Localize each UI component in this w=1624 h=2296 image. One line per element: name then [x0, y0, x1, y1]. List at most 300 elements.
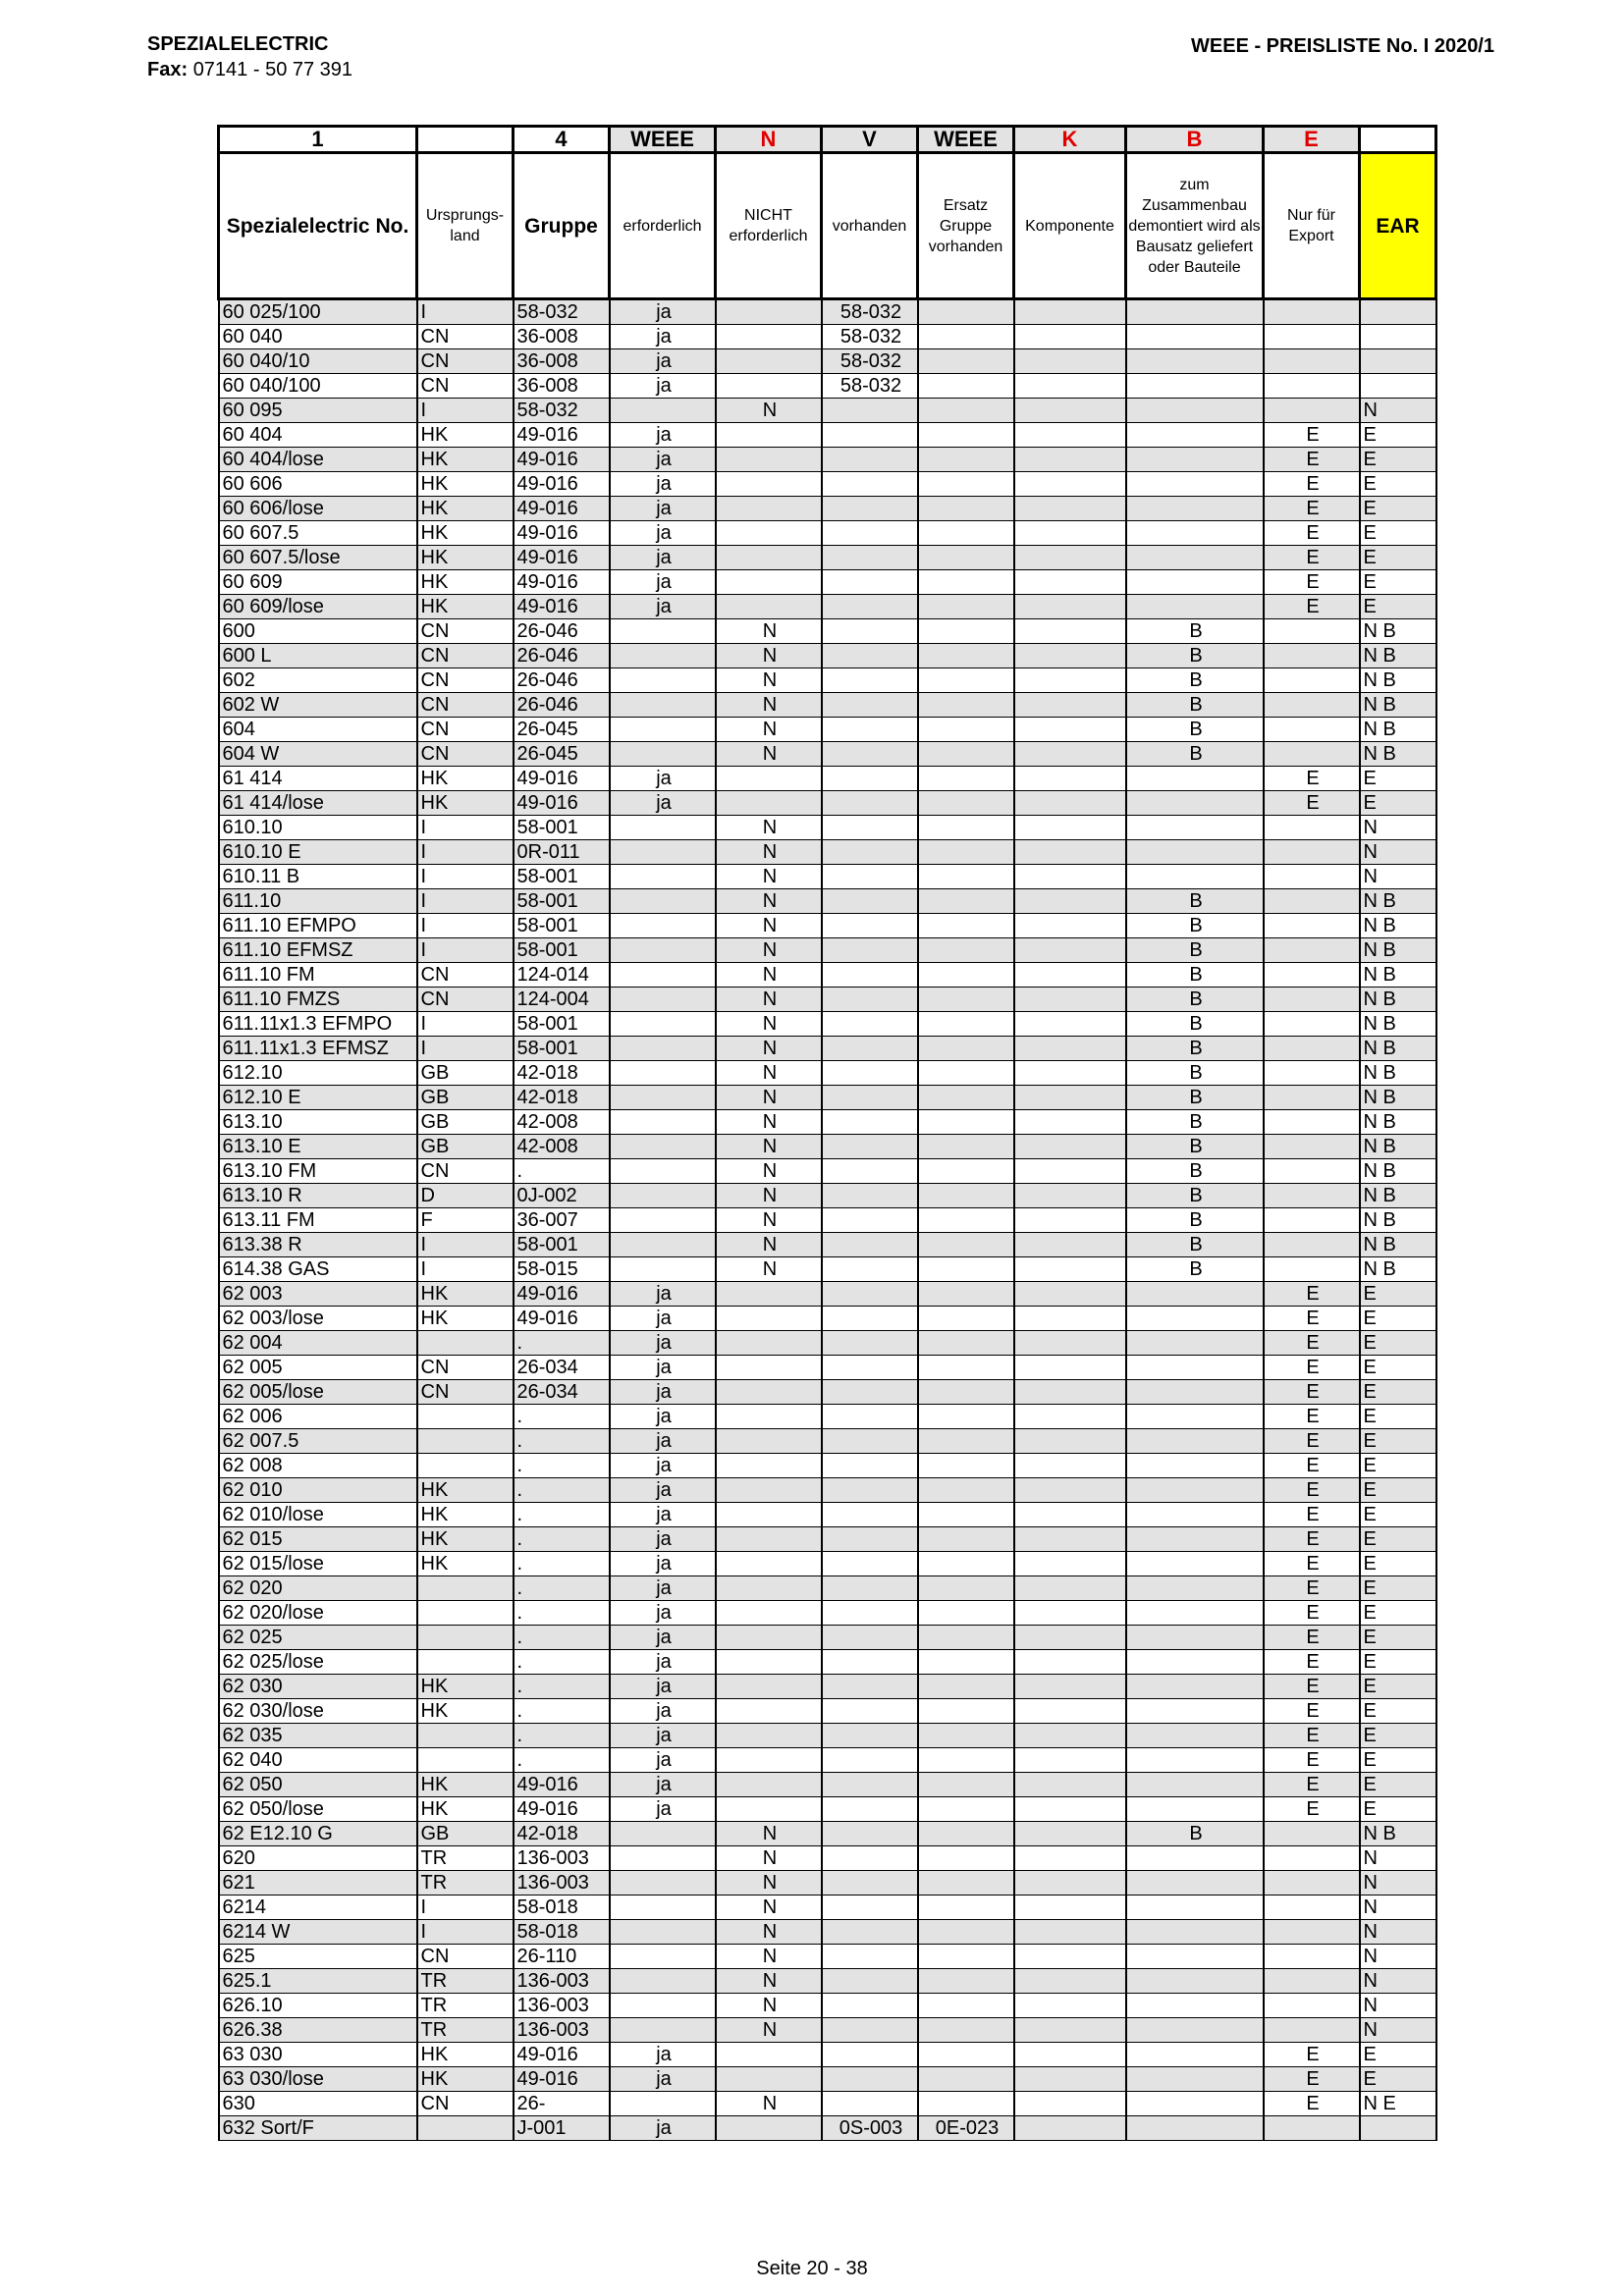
table-cell: N B — [1360, 644, 1436, 668]
table-cell — [822, 914, 918, 938]
table-cell: 26-110 — [514, 1945, 610, 1969]
table-cell: N — [1360, 1994, 1436, 2018]
table-cell: E — [1264, 1527, 1360, 1552]
table-cell: CN — [417, 1945, 514, 1969]
table-cell — [1126, 521, 1264, 546]
table-cell: 611.10 FMZS — [219, 988, 417, 1012]
table-cell: 58-001 — [514, 1233, 610, 1257]
table-cell: . — [514, 1429, 610, 1454]
table-cell: 26-046 — [514, 693, 610, 718]
table-cell — [1126, 1994, 1264, 2018]
table-row — [219, 889, 1436, 914]
table-cell — [1264, 1233, 1360, 1257]
table-cell: 625 — [219, 1945, 417, 1969]
table-cell — [822, 742, 918, 767]
table-cell: ja — [610, 349, 716, 374]
table-cell: I — [417, 816, 514, 840]
table-cell: N B — [1360, 1135, 1436, 1159]
table-cell: E — [1360, 1675, 1436, 1699]
table-cell — [1264, 963, 1360, 988]
table-cell — [822, 1699, 918, 1724]
table-cell — [1126, 1405, 1264, 1429]
table-cell: 58-032 — [822, 374, 918, 399]
table-cell: 49-016 — [514, 570, 610, 595]
table-cell: CN — [417, 619, 514, 644]
table-cell — [822, 1626, 918, 1650]
table-row — [219, 497, 1436, 521]
fax-line — [147, 57, 352, 82]
table-cell — [1126, 1282, 1264, 1307]
table-cell: E — [1264, 1282, 1360, 1307]
table-cell — [1126, 1675, 1264, 1699]
table-cell: ja — [610, 1552, 716, 1576]
table-cell: N — [716, 1822, 822, 1846]
table-cell — [822, 1208, 918, 1233]
table-cell: E — [1360, 521, 1436, 546]
table-cell — [918, 1257, 1014, 1282]
table-cell: E — [1264, 1380, 1360, 1405]
table-cell: E — [1360, 423, 1436, 448]
table-cell: 60 606/lose — [219, 497, 417, 521]
table-cell — [822, 1675, 918, 1699]
table-cell — [1126, 1920, 1264, 1945]
table-cell: N — [1360, 399, 1436, 423]
table-cell: HK — [417, 1675, 514, 1699]
table-cell: HK — [417, 570, 514, 595]
table-cell — [1014, 1920, 1126, 1945]
table-cell: CN — [417, 1356, 514, 1380]
table-cell — [1126, 1773, 1264, 1797]
table-cell — [918, 1650, 1014, 1675]
table-cell — [1014, 546, 1126, 570]
table-cell: E — [1264, 1773, 1360, 1797]
table-cell — [1014, 2067, 1126, 2092]
table-cell: 124-004 — [514, 988, 610, 1012]
table-cell — [822, 1797, 918, 1822]
table-cell: 62 003 — [219, 1282, 417, 1307]
table-cell: 26- — [514, 2092, 610, 2116]
table-row — [219, 399, 1436, 423]
table-cell: ja — [610, 1601, 716, 1626]
table-cell: 26-046 — [514, 644, 610, 668]
table-row — [219, 1331, 1436, 1356]
table-cell: N B — [1360, 1037, 1436, 1061]
table-cell: E — [1360, 472, 1436, 497]
table-cell: E — [1360, 1748, 1436, 1773]
table-cell — [1014, 2018, 1126, 2043]
table-cell — [918, 1576, 1014, 1601]
table-cell — [822, 1969, 918, 1994]
table-cell — [610, 1012, 716, 1037]
table-cell — [716, 1380, 822, 1405]
table-cell: HK — [417, 546, 514, 570]
table-cell: 613.38 R — [219, 1233, 417, 1257]
table-cell: N B — [1360, 693, 1436, 718]
table-cell: 62 004 — [219, 1331, 417, 1356]
table-cell — [822, 399, 918, 423]
table-cell — [610, 1920, 716, 1945]
table-cell: 612.10 — [219, 1061, 417, 1086]
table-cell — [1014, 644, 1126, 668]
table-cell — [610, 1037, 716, 1061]
table-row — [219, 1233, 1436, 1257]
table-cell: CN — [417, 2092, 514, 2116]
table-cell — [918, 374, 1014, 399]
table-cell — [1264, 889, 1360, 914]
table-cell — [918, 595, 1014, 619]
table-cell: . — [514, 1159, 610, 1184]
table-cell — [1014, 1061, 1126, 1086]
table-cell: E — [1264, 1552, 1360, 1576]
table-cell — [1014, 1380, 1126, 1405]
table-cell: 611.10 FM — [219, 963, 417, 988]
table-row — [219, 349, 1436, 374]
table-cell: 49-016 — [514, 497, 610, 521]
table-cell — [417, 1626, 514, 1650]
table-cell: E — [1264, 1429, 1360, 1454]
table-cell — [716, 791, 822, 816]
table-cell — [610, 840, 716, 865]
table-cell: N — [716, 718, 822, 742]
table-cell — [610, 1086, 716, 1110]
table-cell — [918, 1748, 1014, 1773]
table-cell — [1014, 1748, 1126, 1773]
table-cell — [716, 1650, 822, 1675]
table-cell — [822, 1012, 918, 1037]
table-cell — [417, 1601, 514, 1626]
table-cell — [822, 1945, 918, 1969]
table-cell — [610, 963, 716, 988]
table-row — [219, 619, 1436, 644]
table-cell: E — [1264, 1650, 1360, 1675]
table-cell: 60 095 — [219, 399, 417, 423]
table-cell: N B — [1360, 1822, 1436, 1846]
table-cell — [1264, 299, 1360, 325]
table-cell — [1264, 1061, 1360, 1086]
table-cell — [822, 2018, 918, 2043]
col-header-not-required: NICHT erforderlich — [716, 153, 822, 299]
table-cell — [1014, 988, 1126, 1012]
col-header-origin: Ursprungs-land — [417, 153, 514, 299]
table-cell — [1014, 767, 1126, 791]
table-cell — [716, 1724, 822, 1748]
table-cell — [1014, 1257, 1126, 1282]
table-cell — [822, 521, 918, 546]
table-cell: ja — [610, 1699, 716, 1724]
table-cell: N — [1360, 865, 1436, 889]
code-col-3: 4 — [514, 127, 610, 153]
table-cell: I — [417, 299, 514, 325]
table-cell: 604 W — [219, 742, 417, 767]
company-name: SPEZIALELECTRIC — [147, 33, 329, 55]
table-cell: 62 020 — [219, 1576, 417, 1601]
table-cell: N — [716, 938, 822, 963]
table-cell: 58-018 — [514, 1920, 610, 1945]
table-cell — [1014, 1650, 1126, 1675]
table-cell — [918, 1675, 1014, 1699]
table-cell — [1264, 644, 1360, 668]
table-cell: N B — [1360, 1086, 1436, 1110]
table-cell — [822, 1233, 918, 1257]
table-cell — [1126, 1429, 1264, 1454]
table-cell: 0R-011 — [514, 840, 610, 865]
table-cell: 60 404/lose — [219, 448, 417, 472]
table-cell: ja — [610, 2067, 716, 2092]
table-cell: N — [1360, 2018, 1436, 2043]
table-cell: E — [1360, 1331, 1436, 1356]
table-cell: 62 020/lose — [219, 1601, 417, 1626]
table-cell — [716, 349, 822, 374]
table-cell — [822, 1871, 918, 1896]
table-cell — [918, 914, 1014, 938]
table-row — [219, 1945, 1436, 1969]
table-row — [219, 1748, 1436, 1773]
table-cell — [1264, 816, 1360, 840]
table-cell: HK — [417, 497, 514, 521]
table-row — [219, 840, 1436, 865]
table-cell — [822, 1257, 918, 1282]
table-cell: B — [1126, 1012, 1264, 1037]
table-cell — [918, 668, 1014, 693]
table-cell — [1014, 1675, 1126, 1699]
table-cell — [1126, 1454, 1264, 1478]
table-cell: 611.11x1.3 EFMSZ — [219, 1037, 417, 1061]
table-cell — [1126, 595, 1264, 619]
table-cell: N — [1360, 1920, 1436, 1945]
table-cell — [417, 1429, 514, 1454]
table-cell — [1126, 1307, 1264, 1331]
table-cell: HK — [417, 595, 514, 619]
table-cell — [918, 1429, 1014, 1454]
table-cell: 136-003 — [514, 1871, 610, 1896]
table-cell — [918, 325, 1014, 349]
table-cell — [918, 1601, 1014, 1626]
table-cell — [1126, 349, 1264, 374]
table-cell: 62 035 — [219, 1724, 417, 1748]
table-cell: N — [716, 1110, 822, 1135]
table-cell — [1014, 914, 1126, 938]
table-cell — [1014, 448, 1126, 472]
table-row — [219, 374, 1436, 399]
table-cell — [918, 1307, 1014, 1331]
table-cell — [610, 889, 716, 914]
table-cell — [918, 1552, 1014, 1576]
table-cell — [1126, 840, 1264, 865]
table-cell: ja — [610, 497, 716, 521]
table-cell — [822, 1527, 918, 1552]
table-cell: N — [716, 1037, 822, 1061]
table-cell — [1126, 472, 1264, 497]
table-cell — [610, 1846, 716, 1871]
table-cell: . — [514, 1748, 610, 1773]
table-cell: 613.10 R — [219, 1184, 417, 1208]
table-cell: I — [417, 1896, 514, 1920]
table-cell: GB — [417, 1086, 514, 1110]
table-row — [219, 1527, 1436, 1552]
table-cell — [1264, 399, 1360, 423]
table-row — [219, 1429, 1436, 1454]
table-cell — [716, 325, 822, 349]
table-cell: I — [417, 938, 514, 963]
table-cell: B — [1126, 1086, 1264, 1110]
table-row — [219, 938, 1436, 963]
table-cell — [918, 2092, 1014, 2116]
table-row — [219, 988, 1436, 1012]
table-cell: E — [1360, 1576, 1436, 1601]
table-cell — [822, 1896, 918, 1920]
table-cell — [1014, 840, 1126, 865]
fax-label: Fax: — [147, 59, 189, 80]
table-cell — [417, 1454, 514, 1478]
table-cell — [1264, 1969, 1360, 1994]
table-cell — [610, 644, 716, 668]
table-cell — [1126, 1503, 1264, 1527]
table-cell: . — [514, 1650, 610, 1675]
table-cell — [1014, 1282, 1126, 1307]
table-cell — [918, 2043, 1014, 2067]
table-cell: HK — [417, 1478, 514, 1503]
table-cell — [822, 644, 918, 668]
table-cell — [1126, 299, 1264, 325]
table-cell — [1126, 1871, 1264, 1896]
table-cell: 611.10 EFMPO — [219, 914, 417, 938]
table-cell: N — [716, 1086, 822, 1110]
table-cell — [610, 1110, 716, 1135]
table-cell — [1014, 1601, 1126, 1626]
table-cell — [822, 1724, 918, 1748]
table-cell: ja — [610, 374, 716, 399]
table-cell — [716, 570, 822, 595]
code-col-4: WEEE — [610, 127, 716, 153]
table-cell: GB — [417, 1110, 514, 1135]
table-cell: 62 030/lose — [219, 1699, 417, 1724]
table-cell: 49-016 — [514, 1282, 610, 1307]
table-cell: 620 — [219, 1846, 417, 1871]
table-cell — [822, 1503, 918, 1527]
table-row — [219, 448, 1436, 472]
table-cell — [1126, 1650, 1264, 1675]
table-cell: ja — [610, 1429, 716, 1454]
table-cell: 58-032 — [514, 299, 610, 325]
table-cell: HK — [417, 2067, 514, 2092]
table-cell — [1126, 546, 1264, 570]
table-cell — [918, 399, 1014, 423]
table-cell — [1264, 742, 1360, 767]
table-cell: N — [716, 1920, 822, 1945]
table-cell: N B — [1360, 619, 1436, 644]
table-cell: J-001 — [514, 2116, 610, 2141]
table-cell: 0E-023 — [918, 2116, 1014, 2141]
table-row — [219, 1061, 1436, 1086]
table-cell: I — [417, 865, 514, 889]
table-cell: N — [716, 865, 822, 889]
table-cell: ja — [610, 2043, 716, 2067]
table-cell: N B — [1360, 742, 1436, 767]
table-cell: 610.10 — [219, 816, 417, 840]
table-row — [219, 1282, 1436, 1307]
table-cell: . — [514, 1626, 610, 1650]
table-cell: B — [1126, 1233, 1264, 1257]
table-cell — [716, 448, 822, 472]
table-cell — [1264, 1822, 1360, 1846]
table-cell — [1126, 1380, 1264, 1405]
table-row — [219, 1356, 1436, 1380]
table-cell: N B — [1360, 914, 1436, 938]
table-cell: ja — [610, 767, 716, 791]
table-row — [219, 1576, 1436, 1601]
table-cell: 613.10 FM — [219, 1159, 417, 1184]
table-cell: 58-001 — [514, 938, 610, 963]
table-cell — [1014, 1037, 1126, 1061]
table-cell — [1014, 816, 1126, 840]
table-cell — [610, 1061, 716, 1086]
table-cell — [822, 1184, 918, 1208]
table-cell: ja — [610, 423, 716, 448]
table-cell — [822, 963, 918, 988]
table-cell — [610, 2092, 716, 2116]
table-cell — [1014, 1307, 1126, 1331]
table-row — [219, 914, 1436, 938]
table-cell: N B — [1360, 1233, 1436, 1257]
table-cell — [610, 619, 716, 644]
table-cell: 62 050 — [219, 1773, 417, 1797]
table-cell: 630 — [219, 2092, 417, 2116]
table-cell — [1014, 299, 1126, 325]
table-cell — [1264, 1208, 1360, 1233]
table-cell — [1126, 1699, 1264, 1724]
table-cell: 62 025/lose — [219, 1650, 417, 1675]
table-cell — [822, 2067, 918, 2092]
table-cell: E — [1360, 595, 1436, 619]
table-cell: 62 005 — [219, 1356, 417, 1380]
table-cell: E — [1264, 1478, 1360, 1503]
code-col-7: WEEE — [918, 127, 1014, 153]
table-cell: HK — [417, 1773, 514, 1797]
table-cell — [1014, 570, 1126, 595]
table-cell: E — [1360, 1724, 1436, 1748]
table-cell — [1014, 1356, 1126, 1380]
table-cell — [822, 619, 918, 644]
desc-header-row — [219, 153, 1436, 299]
table-cell: E — [1264, 546, 1360, 570]
table-cell — [1014, 619, 1126, 644]
table-cell — [1126, 1356, 1264, 1380]
table-cell: N — [1360, 1871, 1436, 1896]
table-row — [219, 1037, 1436, 1061]
table-cell — [716, 1527, 822, 1552]
table-cell: N B — [1360, 1208, 1436, 1233]
col-header-number: Spezialelectric No. — [219, 153, 417, 299]
table-cell: E — [1360, 1773, 1436, 1797]
price-table — [217, 125, 1437, 2141]
table-cell: E — [1360, 546, 1436, 570]
table-cell — [1264, 1012, 1360, 1037]
table-cell: 136-003 — [514, 1846, 610, 1871]
table-row — [219, 1994, 1436, 2018]
table-row — [219, 693, 1436, 718]
table-cell: N — [716, 1896, 822, 1920]
table-cell: 49-016 — [514, 2043, 610, 2067]
table-cell — [822, 889, 918, 914]
table-cell: B — [1126, 1159, 1264, 1184]
table-cell — [417, 1748, 514, 1773]
table-cell — [1126, 1748, 1264, 1773]
table-cell — [918, 963, 1014, 988]
col-header-available: vorhanden — [822, 153, 918, 299]
table-cell: E — [1264, 570, 1360, 595]
table-cell: I — [417, 399, 514, 423]
table-cell: HK — [417, 1503, 514, 1527]
